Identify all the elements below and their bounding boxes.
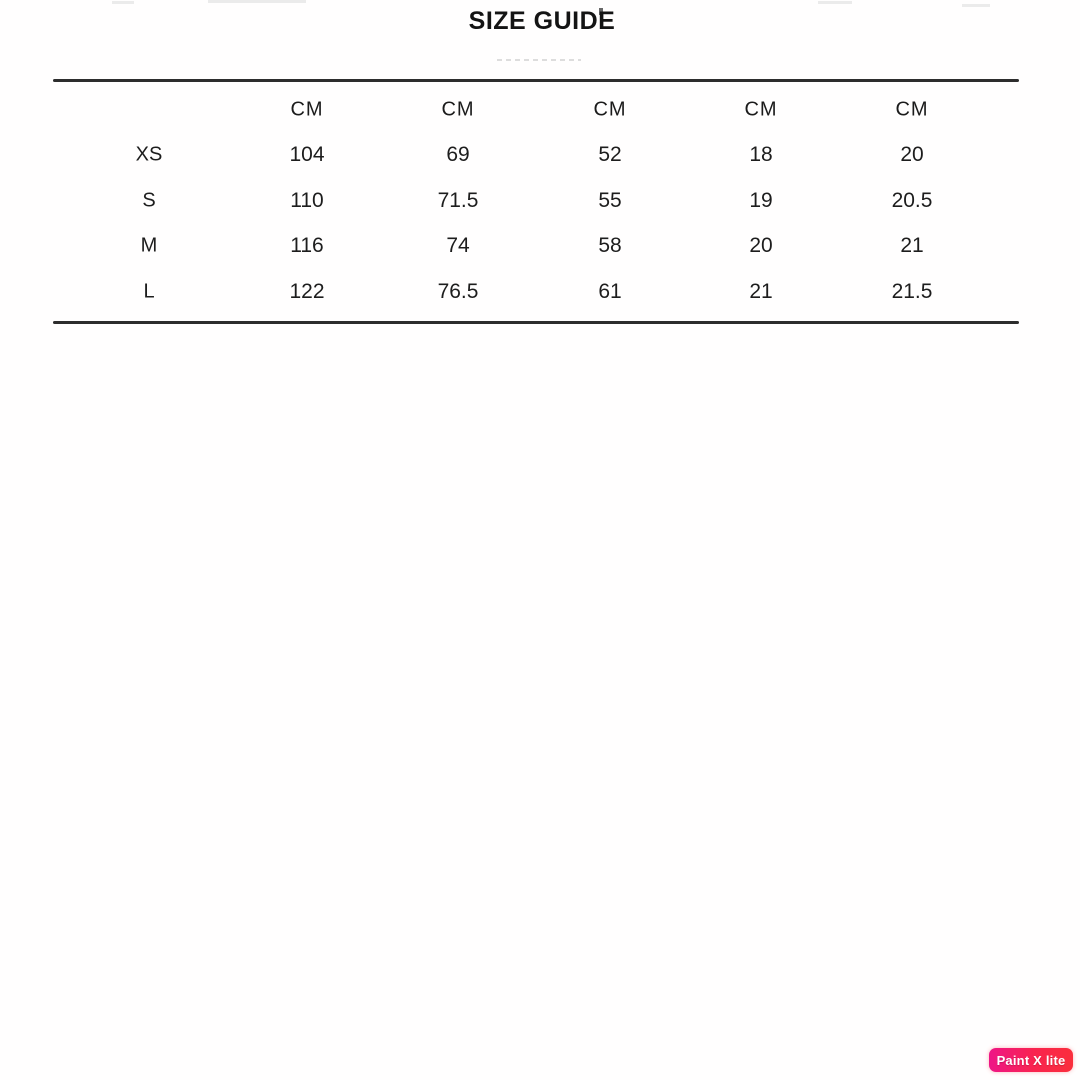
column-header-unit: CM — [441, 98, 475, 121]
table-bottom-rule — [53, 321, 1019, 324]
table-top-rule — [53, 79, 1019, 82]
measurement-value: 21 — [900, 234, 924, 257]
measurement-value: 104 — [289, 143, 325, 166]
measurement-value: 116 — [290, 234, 324, 257]
measurement-value: 21 — [749, 280, 773, 303]
column-header-unit: CM — [895, 98, 929, 121]
watermark-badge — [989, 1048, 1073, 1072]
watermark-label: Paint X lite — [996, 1052, 1066, 1068]
size-label: M — [140, 234, 158, 257]
measurement-value: 20 — [900, 143, 924, 166]
edge-artifact — [208, 0, 306, 3]
measurement-value: 76.5 — [437, 280, 479, 303]
edge-artifact — [818, 1, 852, 4]
measurement-value: 71.5 — [437, 189, 479, 212]
measurement-value: 69 — [446, 143, 470, 166]
size-label: XS — [135, 143, 163, 166]
column-header-unit: CM — [744, 98, 778, 121]
column-header-unit: CM — [593, 98, 627, 121]
column-header-unit: CM — [290, 98, 324, 121]
measurement-value: 21.5 — [891, 280, 933, 303]
measurement-value: 20.5 — [891, 189, 933, 212]
edge-artifact — [112, 1, 134, 4]
measurement-value: 58 — [598, 234, 622, 257]
edge-artifact — [962, 4, 990, 7]
measurement-value: 61 — [598, 280, 622, 303]
measurement-value: 74 — [446, 234, 470, 257]
measurement-value: 55 — [598, 189, 622, 212]
faint-smudge-artifact — [497, 59, 581, 61]
size-label: S — [142, 189, 156, 212]
page-title: SIZE GUIDE — [468, 7, 616, 35]
measurement-value: 52 — [598, 143, 622, 166]
measurement-value: 19 — [749, 189, 773, 212]
size-label: L — [143, 280, 155, 303]
measurement-value: 20 — [749, 234, 773, 257]
measurement-value: 122 — [289, 280, 325, 303]
measurement-value: 110 — [290, 189, 324, 212]
measurement-value: 18 — [749, 143, 773, 166]
